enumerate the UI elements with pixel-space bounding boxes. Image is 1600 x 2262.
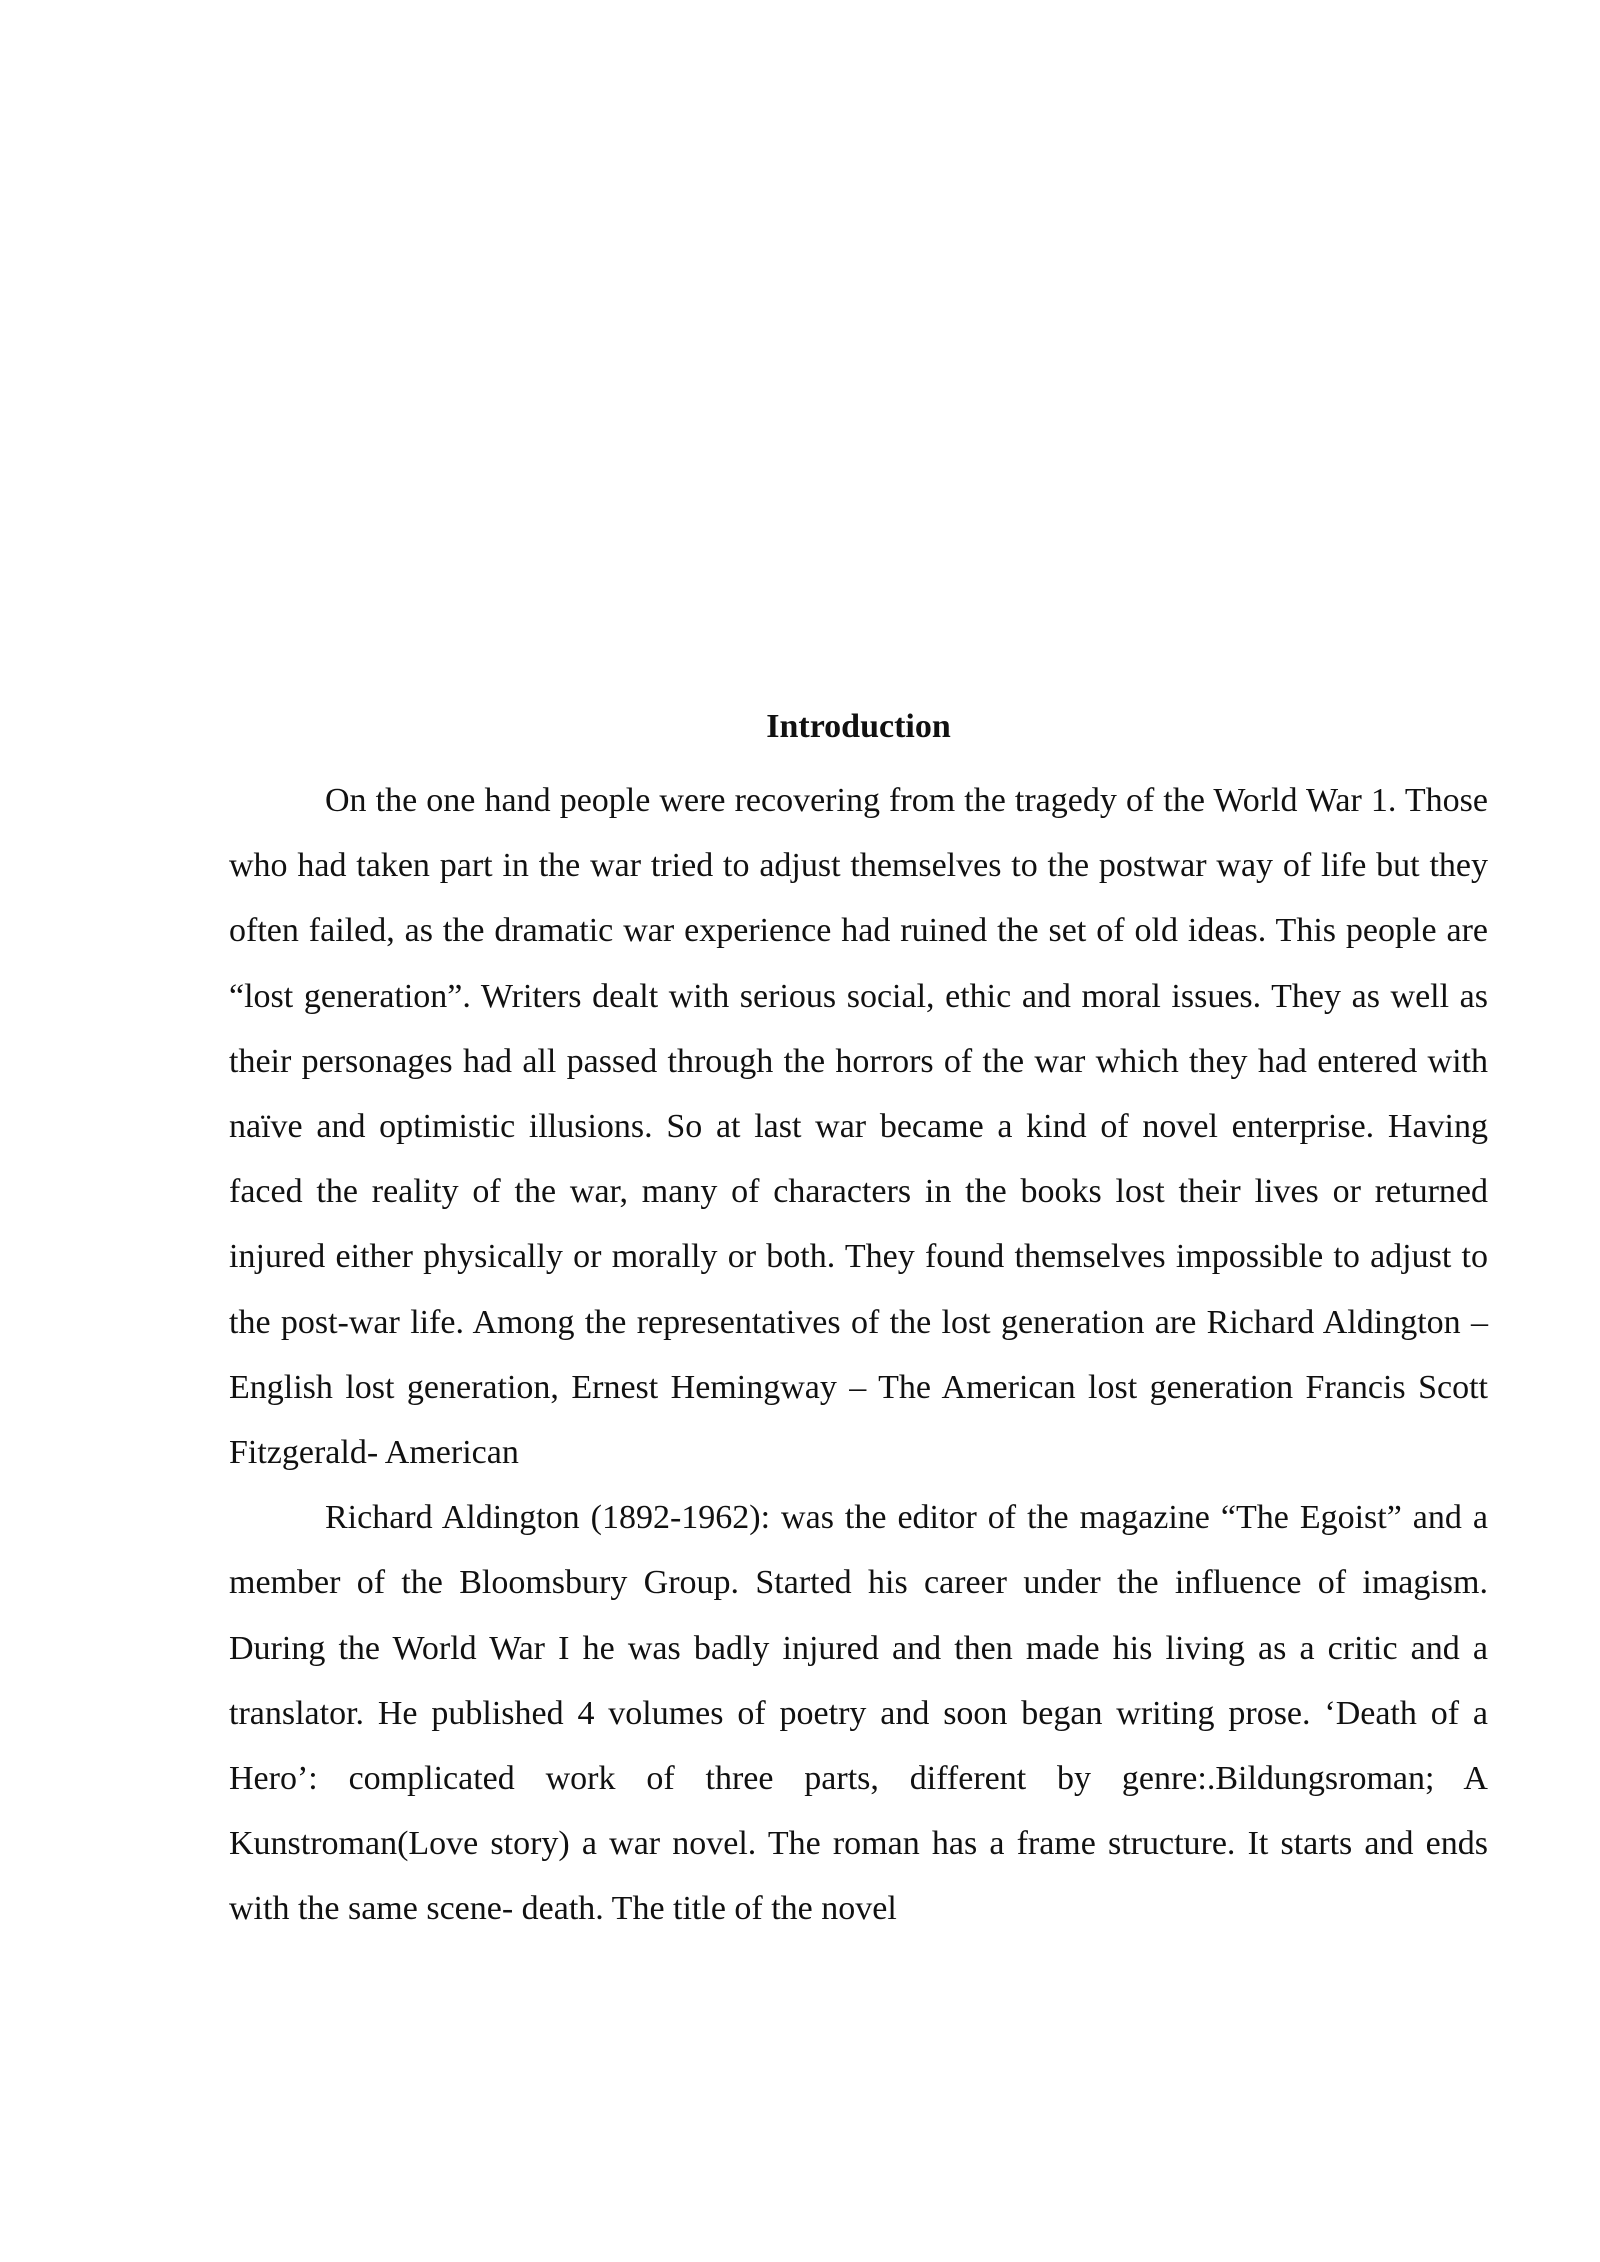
document-body: [229, 698, 1488, 1942]
section-heading: Introduction: [766, 708, 951, 745]
paragraph-richard-aldington: Richard Aldington (1892-1962): was the editor of the magazine “The Egoist” and a member of the Bloomsbury Group. Started his career under the influence of imagism. During the World War I he was badly injured and then made his living as a critic and a translator. He published 4 volumes of poetry and soon began writing prose. ‘Death of a Hero’: complicated work of three parts, different by genre:.Bildungsroman; A Kunstroman(Love story) a war novel. The roman has a frame structure. It starts and ends with the same scene- death. The title of the novel: [229, 1499, 1488, 1928]
paragraph-lost-generation: On the one hand people were recovering from the tragedy of the World War 1. Those who had taken part in the war tried to adjust themselves to the postwar way of life but they often failed, as the dramatic war experience had ruined the set of old ideas. This people are “lost generation”. Writers dealt with serious social, ethic and moral issues. They as well as their personages had all passed through the horrors of the war which they had entered with naïve and optimistic illusions. So at last war became a kind of novel enterprise. Having faced the reality of the war, many of characters in the books lost their lives or returned injured either physically or morally or both. They found themselves impossible to adjust to the post-war life. Among the representatives of the lost generation are Richard Aldington – English lost generation, Ernest Hemingway – The American lost generation Francis Scott Fitzgerald- American: [229, 782, 1488, 1472]
